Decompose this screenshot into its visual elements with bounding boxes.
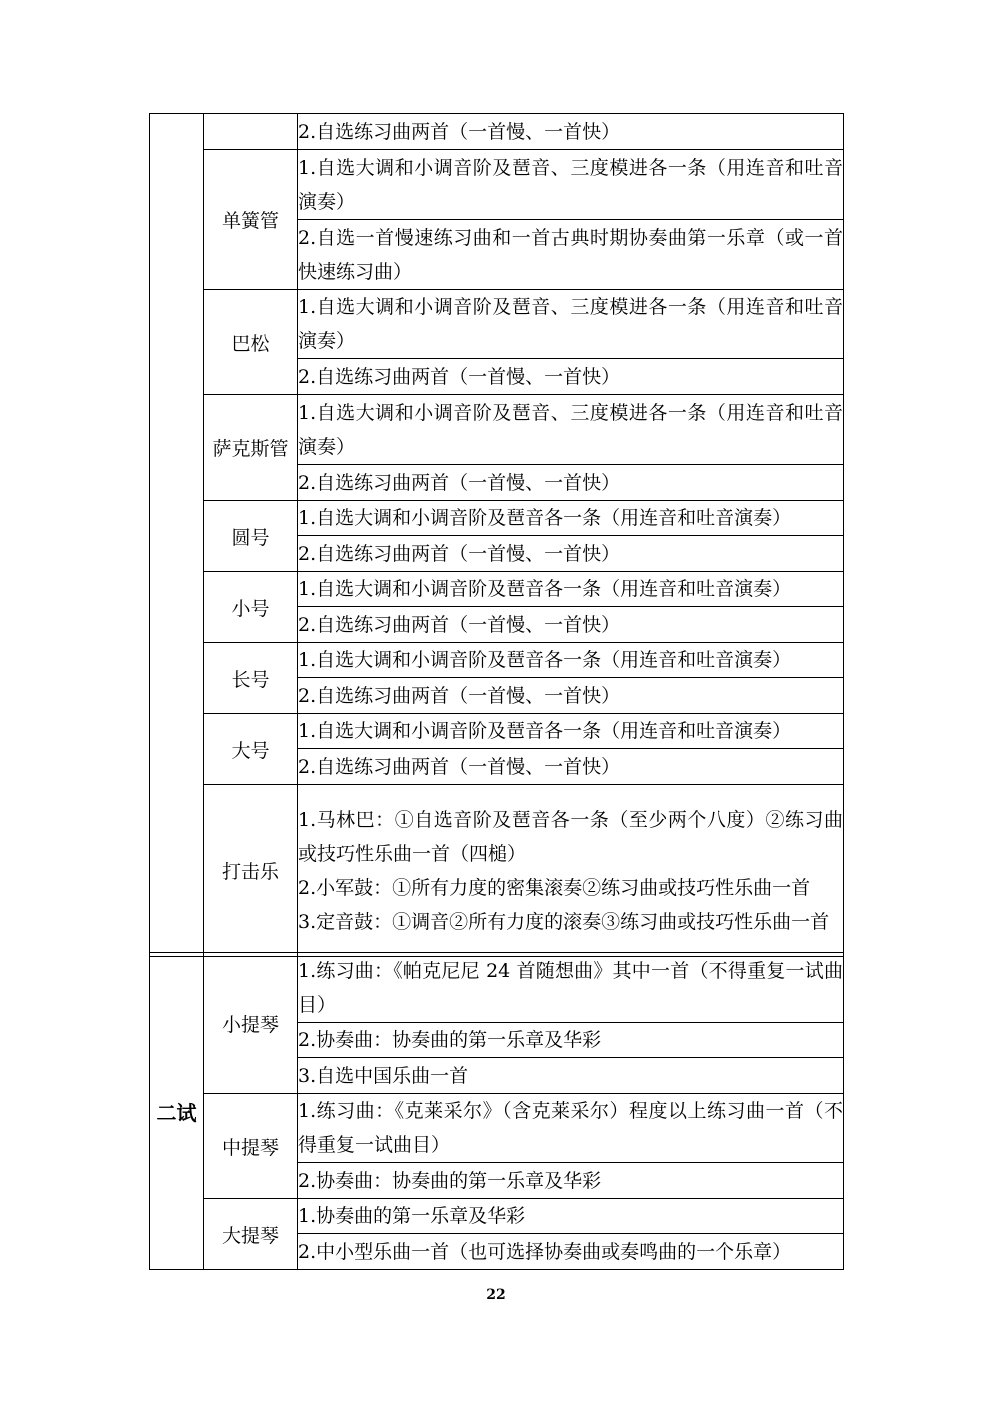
requirement-item: 2.自选一首慢速练习曲和一首古典时期协奏曲第一乐章（或一首快速练习曲） — [298, 220, 844, 290]
table-row — [150, 150, 844, 220]
requirement-item: 1.自选大调和小调音阶及琶音各一条（用连音和吐音演奏） — [298, 572, 844, 607]
table-row — [150, 1199, 844, 1234]
table-row — [150, 290, 844, 359]
requirement-item: 1.自选大调和小调音阶及琶音各一条（用连音和吐音演奏） — [298, 501, 844, 536]
instrument-cello: 大提琴 — [204, 1199, 298, 1270]
percussion-line-snare: 2.小军鼓：①所有力度的密集滚奏②练习曲或技巧性乐曲一首 — [298, 876, 811, 899]
instrument-cell-empty — [204, 114, 298, 150]
percussion-line-timpani: 3.定音鼓：①调音②所有力度的滚奏③练习曲或技巧性乐曲一首 — [298, 910, 830, 933]
requirement-item: 2.自选练习曲两首（一首慢、一首快） — [298, 607, 844, 643]
requirement-item: 1.自选大调和小调音阶及琶音各一条（用连音和吐音演奏） — [298, 714, 844, 749]
requirement-item: 2.协奏曲：协奏曲的第一乐章及华彩 — [298, 1023, 844, 1058]
table-row — [150, 953, 844, 1023]
percussion-line-marimba: 1.马林巴：①自选音阶及琶音各一条（至少两个八度）②练习曲或技巧性乐曲一首（四槌） — [298, 808, 843, 865]
table-row — [150, 501, 844, 536]
requirement-item: 1.自选大调和小调音阶及琶音、三度模进各一条（用连音和吐音演奏） — [298, 290, 844, 359]
instrument-clarinet: 单簧管 — [204, 150, 298, 290]
instrument-bassoon: 巴松 — [204, 290, 298, 395]
requirement-item: 2.自选练习曲两首（一首慢、一首快） — [298, 465, 844, 501]
instrument-percussion: 打击乐 — [204, 785, 298, 957]
exam-requirements-table — [149, 113, 844, 957]
table-row — [150, 714, 844, 749]
instrument-viola: 中提琴 — [204, 1094, 298, 1199]
requirement-item-multi — [298, 785, 844, 957]
instrument-trumpet: 小号 — [204, 572, 298, 643]
requirement-item: 2.自选练习曲两首（一首慢、一首快） — [298, 749, 844, 785]
requirement-item: 1.自选大调和小调音阶及琶音、三度模进各一条（用连音和吐音演奏） — [298, 395, 844, 465]
table-row — [150, 785, 844, 957]
requirement-item: 2.自选练习曲两首（一首慢、一首快） — [298, 359, 844, 395]
requirement-item: 2.自选练习曲两首（一首慢、一首快） — [298, 536, 844, 572]
requirement-item: 1.自选大调和小调音阶及琶音、三度模进各一条（用连音和吐音演奏） — [298, 150, 844, 220]
table-row — [150, 114, 844, 150]
requirement-item: 2.自选练习曲两首（一首慢、一首快） — [298, 678, 844, 714]
table-row — [150, 1094, 844, 1163]
requirement-item: 3.自选中国乐曲一首 — [298, 1058, 844, 1094]
instrument-violin: 小提琴 — [204, 953, 298, 1094]
requirement-item: 1.练习曲：《帕克尼尼 24 首随想曲》其中一首（不得重复一试曲目） — [298, 953, 844, 1023]
requirement-item: 1.练习曲：《克莱采尔》（含克莱采尔）程度以上练习曲一首（不得重复一试曲目） — [298, 1094, 844, 1163]
table-row — [150, 643, 844, 678]
requirement-item: 2.自选练习曲两首（一首慢、一首快） — [298, 114, 844, 150]
instrument-trombone: 长号 — [204, 643, 298, 714]
instrument-horn: 圆号 — [204, 501, 298, 572]
second-round-table — [149, 952, 844, 1270]
stage-second-round: 二试 — [150, 953, 204, 1270]
stage-cell-first — [150, 114, 204, 957]
table-row — [150, 572, 844, 607]
instrument-tuba: 大号 — [204, 714, 298, 785]
requirement-item: 2.协奏曲：协奏曲的第一乐章及华彩 — [298, 1163, 844, 1199]
instrument-saxophone: 萨克斯管 — [204, 395, 298, 501]
requirement-item: 1.协奏曲的第一乐章及华彩 — [298, 1199, 844, 1234]
page-number: 22 — [486, 1287, 506, 1303]
requirement-item: 1.自选大调和小调音阶及琶音各一条（用连音和吐音演奏） — [298, 643, 844, 678]
requirement-item: 2.中小型乐曲一首（也可选择协奏曲或奏鸣曲的一个乐章） — [298, 1234, 844, 1270]
table-row — [150, 395, 844, 465]
